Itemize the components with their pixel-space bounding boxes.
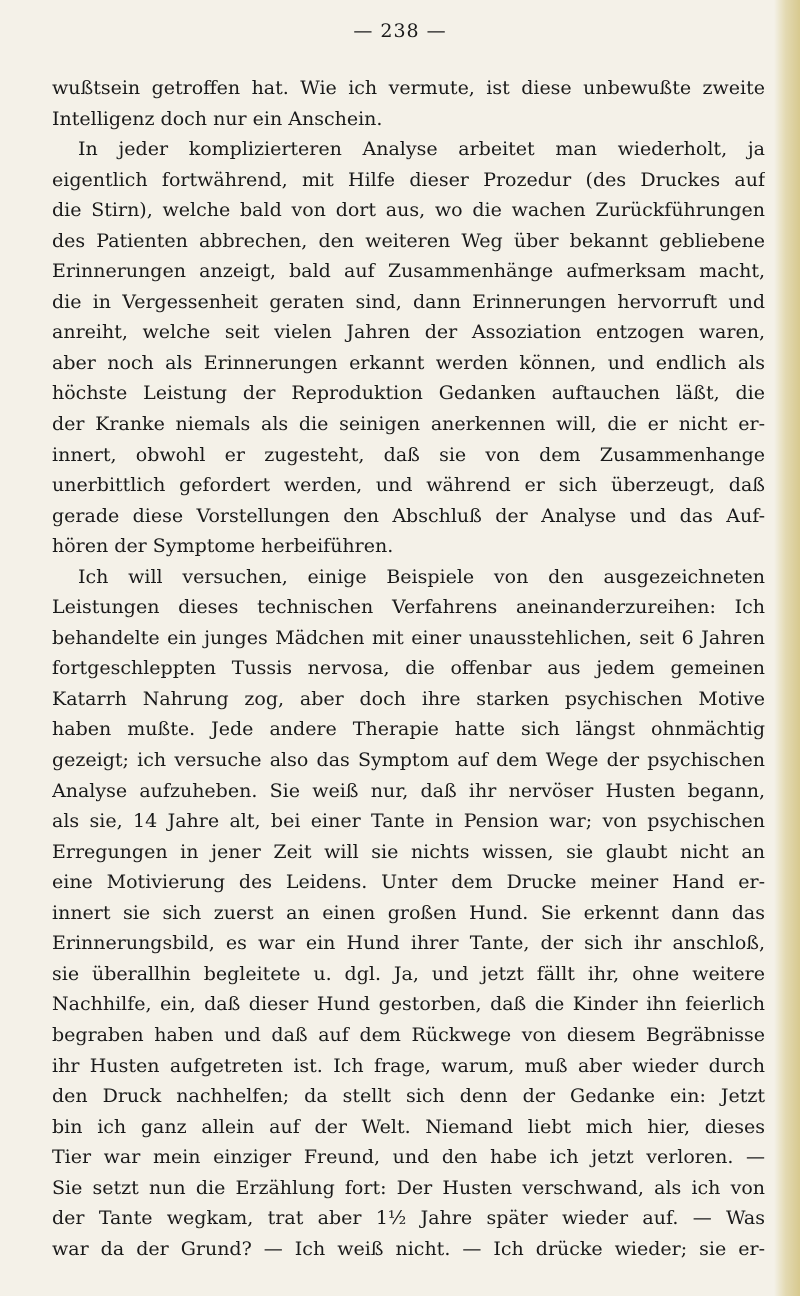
text-line: In jeder komplizierteren Analyse arbeitet man wiederholt, ja xyxy=(78,138,765,161)
text-line: die in Vergessenheit geraten sind, dann Erinnerungen hervorruft und xyxy=(52,290,765,313)
text-line: Ich will versuchen, einige Beispiele von den ausgezeichneten xyxy=(78,565,765,588)
text-line: innert, obwohl er zugesteht, daß sie von dem Zusammenhange xyxy=(52,443,765,466)
text-line: eigentlich fortwährend, mit Hilfe dieser Prozedur (des Druckes auf xyxy=(52,168,765,191)
text-line: als sie, 14 Jahre alt, bei einer Tante in Pension war; von psychischen xyxy=(52,810,765,833)
body-text xyxy=(52,73,765,1264)
text-line: haben mußte. Jede andere Therapie hatte sich längst ohnmächtig xyxy=(52,718,765,741)
text-line: Sie setzt nun die Erzählung fort: Der Husten verschwand, als ich von xyxy=(52,1176,765,1199)
text-line: fortgeschleppten Tussis nervosa, die offenbar aus jedem gemeinen xyxy=(52,657,765,680)
page-edge-shadow xyxy=(774,0,800,1296)
text-line: anreiht, welche seit vielen Jahren der Assoziation entzogen waren, xyxy=(52,321,765,344)
text-line: Erinnerungen anzeigt, bald auf Zusammenhänge aufmerksam macht, xyxy=(52,260,765,283)
text-line: die Stirn), welche bald von dort aus, wo die wachen Zurückführungen xyxy=(52,199,765,222)
text-line: begraben haben und daß auf dem Rückwege von diesem Begräbnisse xyxy=(52,1023,765,1046)
text-line: höchste Leistung der Reproduktion Gedanken auftauchen läßt, die xyxy=(52,382,765,405)
text-line: Erinnerungsbild, es war ein Hund ihrer Tante, der sich ihr anschloß, xyxy=(52,932,765,955)
text-line: der Kranke niemals als die seinigen anerkennen will, die er nicht er- xyxy=(52,413,765,436)
text-line: des Patienten abbrechen, den weiteren Weg über bekannt gebliebene xyxy=(52,229,765,252)
text-line: unerbittlich gefordert werden, und während er sich überzeugt, daß xyxy=(52,474,765,497)
text-line: eine Motivierung des Leidens. Unter dem Drucke meiner Hand er- xyxy=(52,871,765,894)
text-line: Katarrh Nahrung zog, aber doch ihre starken psychischen Motive xyxy=(52,687,765,710)
text-line: Intelligenz doch nur ein Anschein. xyxy=(52,107,383,130)
text-line: wußtsein getroffen hat. Wie ich vermute, ist diese unbewußte zweite xyxy=(52,77,765,99)
text-line: der Tante wegkam, trat aber 1½ Jahre später wieder auf. — Was xyxy=(52,1207,765,1230)
text-line: aber noch als Erinnerungen erkannt werden können, und endlich als xyxy=(52,351,765,374)
text-line: war da der Grund? — Ich weiß nicht. — Ich drücke wieder; sie er- xyxy=(52,1237,765,1260)
text-line: Leistungen dieses technischen Verfahrens aneinanderzureihen: Ich xyxy=(52,596,765,619)
text-line: gezeigt; ich versuche also das Symptom auf dem Wege der psychischen xyxy=(52,749,765,772)
page-number: — 238 — xyxy=(353,20,447,42)
text-line: ihr Husten aufgetreten ist. Ich frage, warum, muß aber wieder durch xyxy=(52,1054,765,1077)
text-line: Tier war mein einziger Freund, und den habe ich jetzt verloren. — xyxy=(52,1146,765,1169)
text-line: den Druck nachhelfen; da stellt sich denn der Gedanke ein: Jetzt xyxy=(52,1085,765,1108)
text-line: Nachhilfe, ein, daß dieser Hund gestorben, daß die Kinder ihn feierlich xyxy=(52,993,765,1016)
text-line: gerade diese Vorstellungen den Abschluß der Analyse und das Auf- xyxy=(52,504,765,527)
text-line: Analyse aufzuheben. Sie weiß nur, daß ihr nervöser Husten begann, xyxy=(52,779,765,802)
text-line: innert sie sich zuerst an einen großen Hund. Sie erkennt dann das xyxy=(52,901,765,924)
text-line: sie überallhin begleitete u. dgl. Ja, und jetzt fällt ihr, ohne weitere xyxy=(52,962,765,985)
text-line: Erregungen in jener Zeit will sie nichts wissen, sie glaubt nicht an xyxy=(52,840,765,863)
text-line: bin ich ganz allein auf der Welt. Niemand liebt mich hier, dieses xyxy=(52,1115,765,1138)
text-line: hören der Symptome herbeiführen. xyxy=(52,535,394,558)
text-line: behandelte ein junges Mädchen mit einer unausstehlichen, seit 6 Jahren xyxy=(52,626,765,649)
